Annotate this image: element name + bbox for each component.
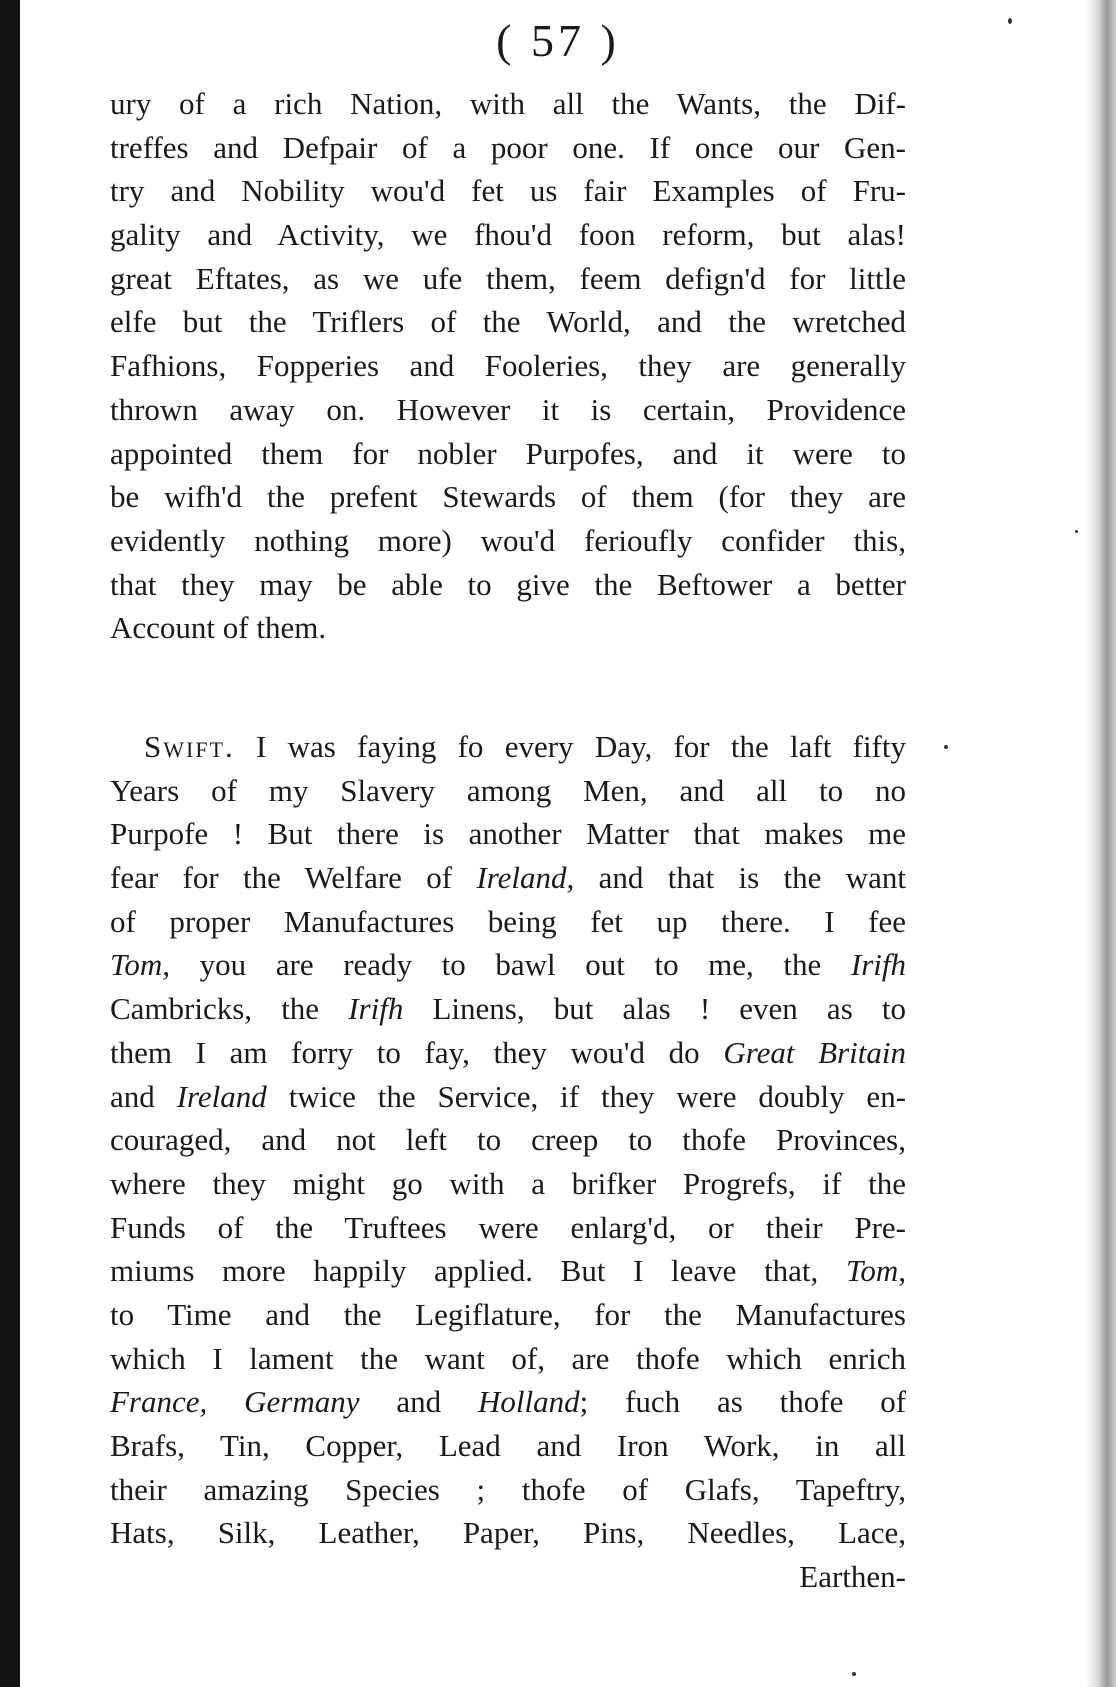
text-line	[110, 1075, 906, 1119]
line-text: and that is the want	[598, 860, 907, 896]
paragraph-2	[110, 725, 906, 1599]
text-line: thrown away on. However it is certain, Providence	[110, 391, 906, 427]
catchword: Earthen-	[799, 1559, 906, 1595]
text-line	[110, 1249, 906, 1293]
italic-place-name: Ireland,	[476, 860, 575, 896]
print-speck	[852, 1672, 856, 1676]
line-text: fear for the Welfare of	[110, 860, 453, 896]
text-line: Funds of the Truftees were enlarg'd, or their Pre-	[110, 1209, 906, 1245]
print-speck	[944, 745, 948, 749]
page-right-edge	[1086, 0, 1116, 1687]
text-line: which I lament the want of, are thofe which enrich	[110, 1340, 906, 1376]
text-line: elfe but the Triflers of the World, and the wretched	[110, 304, 906, 340]
line-text: you are ready to bawl out to me, the	[199, 947, 822, 983]
line-text: Linens, but alas ! even as to	[432, 991, 907, 1027]
text-line: couraged, and not left to creep to thofe Provinces,	[110, 1122, 906, 1158]
italic-word: Irifh	[348, 991, 404, 1027]
italic-name: Tom,	[110, 947, 171, 983]
text-line: ury of a rich Nation, with all the Wants, the Dif-	[110, 86, 906, 121]
italic-place-name: Ireland	[176, 1078, 267, 1114]
italic-place-name: Germany	[244, 1384, 360, 1420]
line-text: twice the Service, if they were doubly en-	[288, 1078, 907, 1114]
text-line: try and Nobility wou'd fet us fair Examples of Fru-	[110, 173, 906, 209]
text-line	[110, 856, 906, 900]
print-speck	[1008, 18, 1012, 24]
line-text: I was faying fo every Day, for the laft fifty	[256, 729, 906, 764]
line-text: and	[396, 1384, 442, 1420]
page-binding-edge	[0, 0, 20, 1687]
line-text: Cambricks, the	[110, 991, 320, 1027]
line-text: them I am forry to fay, they wou'd do	[110, 1034, 700, 1070]
line-text: miums more happily applied. But I leave that,	[110, 1253, 819, 1289]
text-line: gality and Activity, we fhou'd foon reform, but alas!	[110, 217, 906, 253]
text-line	[110, 725, 906, 769]
italic-place-name: Great Britain	[723, 1034, 906, 1070]
line-text: and	[110, 1078, 155, 1114]
page-number: ( 57 )	[496, 15, 620, 66]
text-line: Hats, Silk, Leather, Paper, Pins, Needles, Lace,	[110, 1515, 906, 1551]
speaker-name: Swift.	[144, 729, 235, 764]
text-line: Years of my Slavery among Men, and all to no	[110, 772, 906, 808]
italic-word: Irifh	[850, 947, 907, 983]
print-speck	[1075, 530, 1078, 533]
italic-place-name: Holland	[477, 1384, 580, 1420]
italic-place-name: France,	[110, 1384, 208, 1420]
text-line: treffes and Defpair of a poor one. If once our Gen-	[110, 129, 906, 165]
text-line: Brafs, Tin, Copper, Lead and Iron Work, in all	[110, 1428, 906, 1463]
text-line	[110, 1031, 906, 1075]
text-line: Purpofe ! But there is another Matter that makes me	[110, 816, 906, 852]
text-line: Fafhions, Fopperies and Fooleries, they are generally	[110, 348, 906, 384]
text-line: great Eftates, as we ufe them, feem defign'd for little	[110, 260, 906, 296]
text-line: be wifh'd the prefent Stewards of them (for they are	[110, 479, 906, 515]
text-line: Account of them.	[110, 610, 327, 646]
italic-name: Tom,	[845, 1253, 906, 1289]
text-line	[110, 943, 906, 987]
paragraph-1	[110, 82, 906, 650]
text-line: their amazing Species ; thofe of Glafs, Tapeftry,	[110, 1471, 906, 1507]
text-line	[110, 987, 906, 1031]
text-line: that they may be able to give the Beftower a better	[110, 566, 906, 602]
text-line: of proper Manufactures being fet up there. I fee	[110, 903, 906, 939]
text-line: evidently nothing more) wou'd ferioufly confider this,	[110, 522, 906, 558]
text-line	[110, 1380, 906, 1424]
text-line: to Time and the Legiflature, for the Manufactures	[110, 1296, 906, 1332]
line-text: ; fuch as thofe of	[579, 1384, 907, 1420]
text-line: where they might go with a brifker Progrefs, if the	[110, 1165, 906, 1201]
text-line: appointed them for nobler Purpofes, and it were to	[110, 435, 906, 471]
